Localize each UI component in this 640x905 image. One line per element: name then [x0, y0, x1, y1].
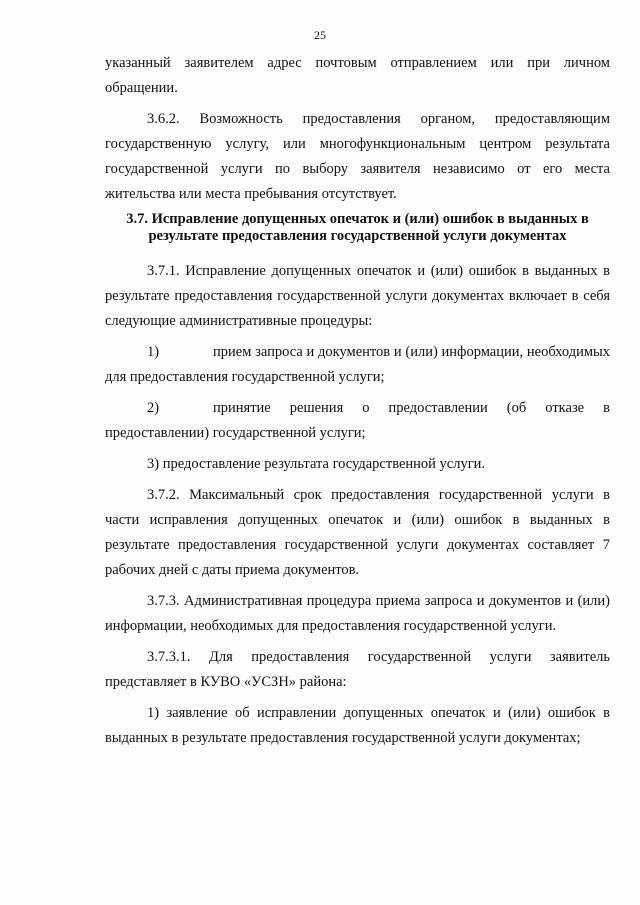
paragraph-3-7-3-1: 3.7.3.1. Для предоставления государственной услуги заявитель представляет в КУВО «УСЗН» района:: [105, 649, 610, 690]
list-item-2-number: 2): [147, 400, 160, 416]
paragraph-3-7-3: 3.7.3. Административная процедура приема запроса и документов и (или) информации, необходимых для предоставления государственной услуги.: [105, 593, 610, 634]
paragraph-3-7-2: 3.7.2. Максимальный срок предоставления государственной услуги в части исправления допущенных опечаток и (или) ошибок в выданных в результате предоставления государственной услуги документах составляет 7 рабочих дней с даты приема документов.: [105, 487, 610, 578]
paragraph-3-7-1: 3.7.1. Исправление допущенных опечаток и (или) ошибок в выданных в результате предоставления государственной услуги документах включает в себя следующие административные процедуры:: [105, 263, 610, 329]
list-item-1-number: 1): [147, 344, 160, 360]
page-content: [105, 51, 610, 751]
page-number: 25: [314, 28, 326, 42]
paragraph-3-7-3-1-item-1: 1) заявление об исправлении допущенных опечаток и (или) ошибок в выданных в результате предоставления государственной услуги документах;: [105, 705, 610, 746]
paragraph-continuation: указанный заявителем адрес почтовым отправлением или при личном обращении.: [105, 55, 610, 96]
list-item-1-text: прием запроса и документов и (или) информации, необходимых для предоставления государственной услуги;: [105, 344, 610, 385]
list-item-2: [105, 396, 610, 446]
list-item-2-text: принятие решения о предоставлении (об отказе в предоставлении) государственной услуги;: [105, 400, 610, 441]
list-item-3: 3) предоставление результата государственной услуги.: [147, 456, 486, 472]
list-item-1: [105, 340, 610, 390]
paragraph-3-6-2: 3.6.2. Возможность предоставления органом, предоставляющим государственную услугу, или многофункциональным центром результата государственной услуги по выбору заявителя независимо от его места жительства или места пребывания отсутствует.: [105, 111, 610, 202]
section-heading-3-7: 3.7. Исправление допущенных опечаток и (или) ошибок в выданных в результате предоставления государственной услуги документах: [126, 211, 589, 244]
